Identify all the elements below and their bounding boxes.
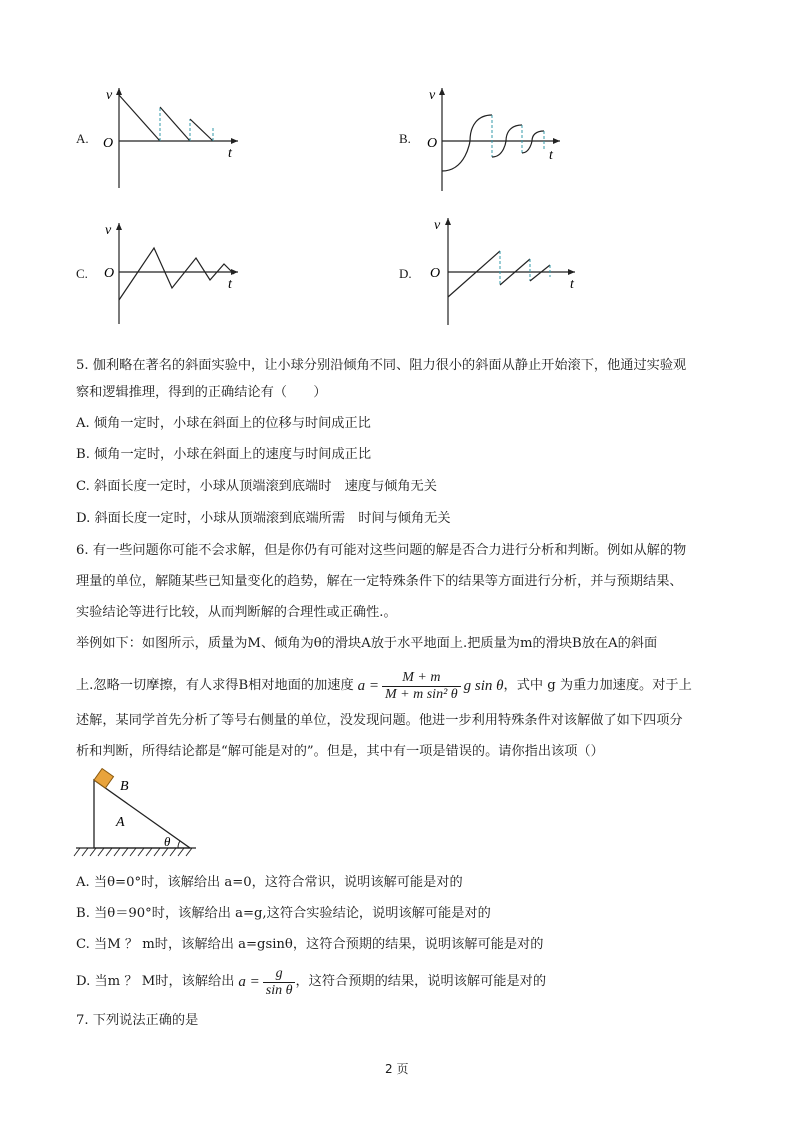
formula-numerator: M + m <box>382 670 461 687</box>
graph-b-origin: O <box>427 136 438 151</box>
option-a-label: A. <box>76 131 89 146</box>
graph-b-v-axis-label: v <box>429 88 436 103</box>
q5-stem-line2: 察和逻辑推理，得到的正确结论有（ ） <box>76 385 327 400</box>
incline-figure <box>72 764 202 864</box>
block-a-label: A <box>116 815 125 830</box>
page-number: 2 页 <box>385 1062 409 1076</box>
q6-line5 <box>76 666 692 706</box>
graph-a-v-axis-label: v <box>106 88 113 103</box>
formula-lhs: a = <box>357 678 380 694</box>
graph-c-t-axis-label: t <box>228 277 232 292</box>
q6-option-d <box>76 962 546 1002</box>
graph-c-v-axis-label: v <box>105 223 112 238</box>
q5-option-c: C. 斜面长度一定时，小球从顶端滚到底端时 速度与倾角无关 <box>76 479 437 494</box>
q6-line5-pre: 上.忽略一切摩擦，有人求得B相对地面的加速度 <box>76 678 354 693</box>
q7-stem: 7. 下列说法正确的是 <box>76 1013 199 1028</box>
graph-d-t-axis-label: t <box>570 277 574 292</box>
angle-label: θ <box>164 834 171 849</box>
graph-d-origin: O <box>430 266 441 281</box>
q5-stem-line1: 5. 伽利略在著名的斜面实验中，让小球分别沿倾角不同、阻力很小的斜面从静止开始滚下，他通过实验观 <box>76 358 687 373</box>
q5-option-b: B. 倾角一定时，小球在斜面上的速度与时间成正比 <box>76 447 372 462</box>
q6-line5-post: ，式中 g 为重力加速度。对于上 <box>503 678 692 693</box>
option-c-label: C. <box>76 266 88 281</box>
graph-d-v-axis-label: v <box>434 218 441 233</box>
q6-option-d-post: ，这符合预期的结果，说明该解可能是对的 <box>295 974 547 989</box>
optd-formula-fraction <box>263 966 296 999</box>
graph-c <box>100 220 245 326</box>
option-b-label: B. <box>399 131 411 146</box>
formula-fraction <box>382 670 461 703</box>
optd-formula-denominator: sin θ <box>265 982 293 998</box>
q6-line7: 析和判断，所得结论都是“解可能是对的”。但是，其中有一项是错误的。请你指出该项（） <box>76 744 604 759</box>
q6-option-a: A. 当θ=0°时，该解给出 a=0，这符合常识，说明该解可能是对的 <box>76 875 463 890</box>
option-d-label: D. <box>399 266 412 281</box>
q6-option-d-pre: D. 当m ？ M时，该解给出 <box>76 974 235 989</box>
graph-a-t-axis-label: t <box>228 146 232 161</box>
graph-c-origin: O <box>104 266 115 281</box>
formula-denominator: M + m sin² θ <box>385 686 458 702</box>
optd-formula-numerator: g <box>263 966 296 983</box>
q6-line4: 举例如下：如图所示，质量为M、倾角为θ的滑块A放于水平地面上.把质量为m的滑块B放在A的斜面 <box>76 636 658 651</box>
formula-tail: g sin θ <box>463 678 504 694</box>
graph-d <box>420 215 580 327</box>
q5-option-a: A. 倾角一定时，小球在斜面上的位移与时间成正比 <box>76 416 371 431</box>
q5-option-d: D. 斜面长度一定时，小球从顶端滚到底端所需 时间与倾角无关 <box>76 511 451 526</box>
block-b-label: B <box>120 779 129 794</box>
graph-b-t-axis-label: t <box>549 148 553 163</box>
q6-option-b: B. 当θ＝90°时，该解给出 a=g,这符合实验结论，说明该解可能是对的 <box>76 906 491 921</box>
q6-option-c: C. 当M ？ m时，该解给出 a=gsinθ，这符合预期的结果，说明该解可能是对的 <box>76 937 544 952</box>
q6-line3: 实验结论等进行比较，从而判断解的合理性或正确性.。 <box>76 605 397 620</box>
q6-line1: 6. 有一些问题你可能不会求解，但是你仍有可能对这些问题的解是否合力进行分析和判断。例如从解的物 <box>76 543 687 558</box>
optd-formula-lhs: a = <box>238 974 260 990</box>
q6-line2: 理量的单位，解随某些已知量变化的趋势，解在一定特殊条件下的结果等方面进行分析，并与预期结果、 <box>76 574 683 589</box>
graph-b <box>420 85 570 195</box>
graph-a-origin: O <box>103 136 114 151</box>
graph-a <box>100 85 245 190</box>
q6-line6: 述解，某同学首先分析了等号右侧量的单位，没发现问题。他进一步利用特殊条件对该解做了如下四项分 <box>76 713 683 728</box>
